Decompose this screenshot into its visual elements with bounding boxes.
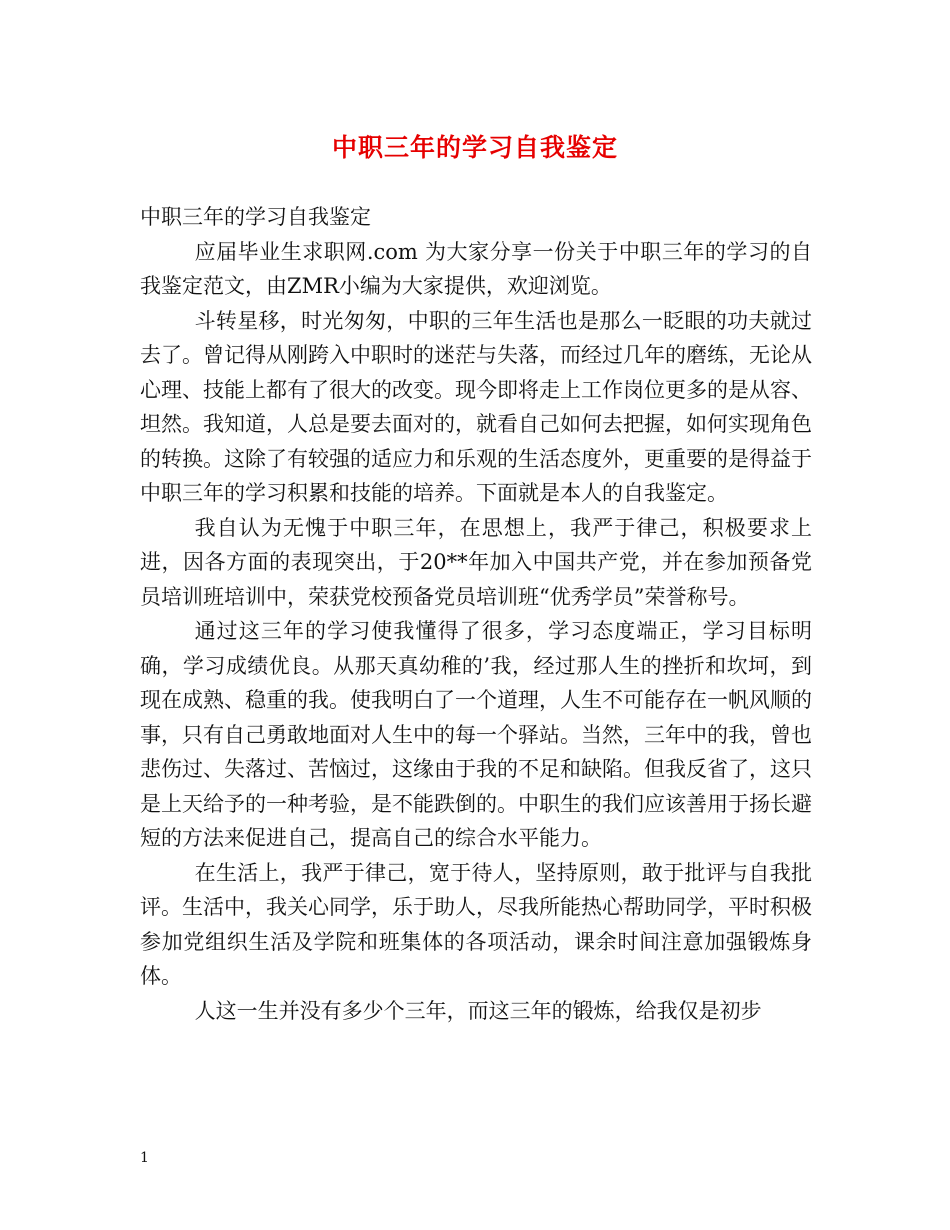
paragraph-ideology: 我自认为无愧于中职三年，在思想上，我严于律己，积极要求上进，因各方面的表现突出，于20**年加入中国共产党，并在参加预备党员培训班培训中，荣获党校预备党员培训班“优秀学员”荣誉称号。 — [140, 515, 812, 609]
document-title: 中职三年的学习自我鉴定 — [331, 133, 618, 162]
paragraph-life: 在生活上，我严于律己，宽于待人，坚持原则，敢于批评与自我批评。生活中，我关心同学，乐于助人，尽我所能热心帮助同学，平时积极参加党组织生活及学院和班集体的各项活动，课余时间注意加强锻炼身体。 — [140, 860, 812, 988]
paragraph-study: 通过这三年的学习使我懂得了很多，学习态度端正，学习目标明确，学习成绩优良。从那天真幼稚的’我，经过那人生的挫折和坎坷，到现在成熟、稳重的我。使我明白了一个道理，人生不可能存在一帆风顺的事，只有自己勇敢地面对人生中的每一个驿站。当然，三年中的我，曾也悲伤过、失落过、苦恼过，这缘由于我的不足和缺陷。但我反省了，这只是上天给予的一种考验，是不能跌倒的。中职生的我们应该善用于扬长避短的方法来促进自己，提高自己的综合水平能力。 — [140, 619, 812, 850]
document-subtitle: 中职三年的学习自我鉴定 — [140, 205, 371, 229]
paragraph-conclusion: 人这一生并没有多少个三年，而这三年的锻炼，给我仅是初步 — [194, 998, 762, 1023]
page-number: 1 — [140, 1150, 149, 1166]
document-body — [140, 200, 812, 1028]
paragraph-intro: 应届毕业生求职网.com 为大家分享一份关于中职三年的学习的自我鉴定范文，由ZMR小编为大家提供，欢迎浏览。 — [140, 239, 812, 298]
paragraph-time-passes: 斗转星移，时光匆匆，中职的三年生活也是那么一眨眼的功夫就过去了。曾记得从刚跨入中职时的迷茫与失落，而经过几年的磨练，无论从心理、技能上都有了很大的改变。现今即将走上工作岗位更多的是从容、坦然。我知道，人总是要去面对的，就看自己如何去把握，如何实现角色的转换。这除了有较强的适应力和乐观的生活态度外，更重要的是得益于中职三年的学习积累和技能的培养。下面就是本人的自我鉴定。 — [140, 308, 812, 505]
